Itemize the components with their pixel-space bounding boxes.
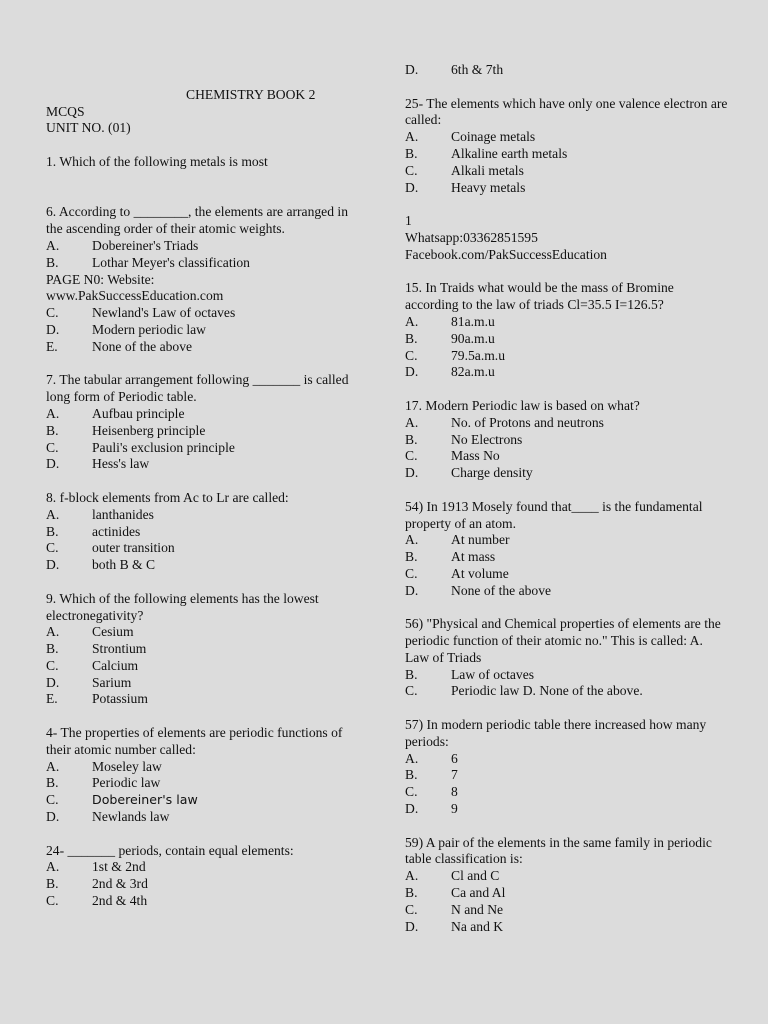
option: D. 9 [405, 801, 458, 817]
option: A. Cl and C [405, 868, 500, 884]
option: B. At mass [405, 549, 496, 565]
question-17 [405, 398, 730, 482]
right-column [405, 62, 730, 935]
option: D. Modern periodic law [46, 321, 207, 337]
whatsapp-contact: Whatsapp:03362851595 [405, 229, 538, 245]
question-text: 7. The tabular arrangement following _______ is called long form of Periodic table. [46, 372, 349, 405]
unit-heading: UNIT NO. (01) [46, 120, 131, 136]
question-56 [405, 616, 730, 700]
option: D. Charge density [405, 465, 533, 481]
option: D. Newlands law [46, 809, 170, 825]
option: C. Calcium [46, 657, 139, 673]
option: B. Ca and Al [405, 885, 506, 901]
option: D. Na and K [405, 918, 504, 934]
mcqs-heading: MCQS [46, 103, 85, 119]
option: A. 81a.m.u [405, 313, 495, 329]
question-text: 56) "Physical and Chemical properties of elements are the periodic function of their atomic no." This is called: A. Law of Triads [405, 616, 721, 665]
website-text: www.PakSuccessEducation.com [46, 288, 224, 304]
option: B. 2nd & 3rd [46, 876, 148, 892]
question-text: 57) In modern periodic table there increased how many periods: [405, 717, 707, 749]
option: B. No Electrons [405, 431, 523, 447]
option: E. None of the above [46, 338, 193, 354]
option: D. 82a.m.u [405, 364, 495, 380]
facebook-contact: Facebook.com/PakSuccessEducation [405, 246, 607, 262]
option: E. Potassium [46, 691, 148, 707]
question-7 [46, 372, 366, 473]
question-text: 8. f-block elements from Ac to Lr are called: [46, 489, 289, 505]
option: A. Coinage metals [405, 129, 536, 145]
question-24 [46, 843, 366, 910]
option: D. Heavy metals [405, 179, 526, 195]
question-text: 17. Modern Periodic law is based on what? [405, 397, 640, 413]
question-9 [46, 591, 366, 709]
option: A. No. of Protons and neutrons [405, 414, 604, 430]
question-54 [405, 499, 730, 600]
question-text: 9. Which of the following elements has the lowest electronegativity? [46, 590, 319, 623]
option: D. both B & C [46, 557, 156, 573]
page-number-label: PAGE N0: Website: [46, 271, 155, 287]
page-footer [405, 213, 730, 263]
option: A. 1st & 2nd [46, 859, 146, 875]
option: D. Hess's law [46, 456, 150, 472]
option: C. N and Ne [405, 901, 504, 917]
question-4 [46, 725, 366, 826]
option: B. actinides [46, 523, 141, 539]
question-6 [46, 204, 366, 355]
option: C. Alkali metals [405, 162, 524, 178]
question-text: 54) In 1913 Mosely found that____ is the fundamental property of an atom. [405, 498, 703, 531]
option: B. 7 [405, 767, 458, 783]
option: C. Dobereiner's law [46, 792, 198, 808]
option: C. 8 [405, 784, 458, 800]
option: C. Mass No [405, 448, 500, 464]
question-text: 25- The elements which have only one valence electron are called: [405, 95, 728, 128]
question-text: 6. According to ________, the elements are arranged in the ascending order of their atomic weights. [46, 204, 348, 237]
question-text: 59) A pair of the elements in the same family in periodic table classification is: [405, 834, 712, 867]
question-text: 24- _______ periods, contain equal elements: [46, 842, 294, 858]
book-title: CHEMISTRY BOOK 2 [186, 86, 316, 102]
option: B. Strontium [46, 641, 147, 657]
question-59 [405, 835, 730, 936]
option: B. Heisenberg principle [46, 422, 206, 438]
option: A. Cesium [46, 624, 134, 640]
option: A. Moseley law [46, 758, 162, 774]
option: D. Sarium [46, 674, 132, 690]
option: C. outer transition [46, 540, 175, 556]
option: B. Lothar Meyer's classification [46, 254, 250, 270]
page-number: 1 [405, 213, 412, 229]
option: A. lanthanides [46, 506, 154, 522]
option: C. At volume [405, 565, 509, 581]
question-57 [405, 717, 730, 818]
option: B. 90a.m.u [405, 330, 495, 346]
question-1: 1. Which of the following metals is most [46, 153, 268, 169]
question-text: 15. In Traids what would be the mass of Bromine according to the law of triads Cl=35.5 I=126.5? [405, 280, 674, 313]
option: A. Dobereiner's Triads [46, 237, 199, 253]
option: A. 6 [405, 750, 458, 766]
option: A. At number [405, 532, 510, 548]
option: D. None of the above [405, 582, 552, 598]
option: B. Law of octaves [405, 666, 535, 682]
question-15 [405, 280, 730, 381]
option: C. Pauli's exclusion principle [46, 439, 235, 455]
option: B. Alkaline earth metals [405, 145, 568, 161]
option: C. 2nd & 4th [46, 893, 148, 909]
left-column [46, 62, 366, 910]
option: C. 79.5a.m.u [405, 347, 505, 363]
question-25 [405, 96, 730, 197]
question-text: 4- The properties of elements are periodic functions of their atomic number called: [46, 725, 343, 757]
option: C. Periodic law D. None of the above. [405, 683, 643, 699]
question-8 [46, 490, 366, 574]
option: D. 6th & 7th [405, 62, 504, 77]
option: C. Newland's Law of octaves [46, 305, 236, 321]
option: B. Periodic law [46, 775, 161, 791]
option: A. Aufbau principle [46, 405, 185, 421]
